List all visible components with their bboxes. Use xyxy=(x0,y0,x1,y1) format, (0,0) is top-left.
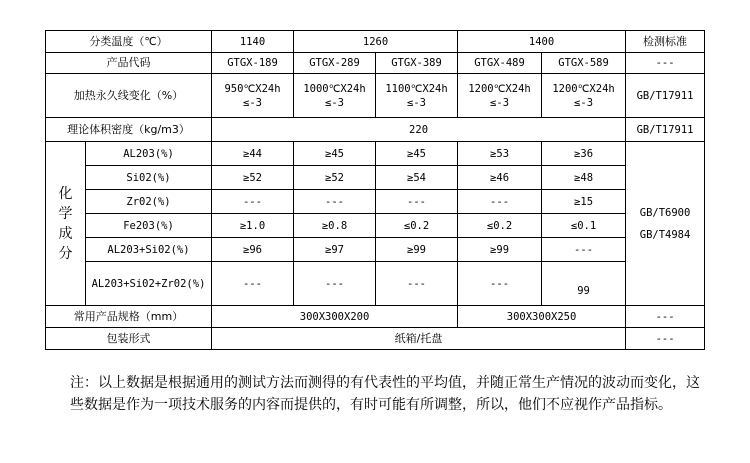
header-group-1400: 1400 xyxy=(458,31,626,53)
chem-cell: ≤0.2 xyxy=(376,214,458,238)
product-code-cell: GTGX-389 xyxy=(376,53,458,74)
shrinkage-condition: 1100℃X24h xyxy=(385,82,448,95)
chem-cell: --- xyxy=(294,262,376,306)
chem-row xyxy=(46,262,705,306)
chem-cell: --- xyxy=(458,190,542,214)
shrinkage-standard: GB/T17911 xyxy=(626,74,705,118)
chem-cell: ≥48 xyxy=(542,166,626,190)
chem-cell: ≥52 xyxy=(294,166,376,190)
density-row xyxy=(46,118,705,142)
shrinkage-row xyxy=(46,74,705,118)
shrinkage-condition: 1200℃X24h xyxy=(468,82,531,95)
chemistry-standard: GB/T4984 xyxy=(639,228,691,241)
header-group-1140: 1140 xyxy=(212,31,294,53)
chem-cell: ≥54 xyxy=(376,166,458,190)
chemistry-group-label xyxy=(46,142,86,306)
product-code-cell: GTGX-289 xyxy=(294,53,376,74)
chem-cell: ≥45 xyxy=(294,142,376,166)
chemistry-group-char: 成 xyxy=(58,225,73,242)
product-code-cell: GTGX-189 xyxy=(212,53,294,74)
density-standard: GB/T17911 xyxy=(626,118,705,142)
density-label: 理论体积密度（kg/m3） xyxy=(46,118,212,142)
chem-cell: --- xyxy=(376,190,458,214)
chem-cell: ≥44 xyxy=(212,142,294,166)
size-standard: --- xyxy=(626,306,705,328)
chem-cell: ≥53 xyxy=(458,142,542,166)
header-group-1260: 1260 xyxy=(294,31,458,53)
shrinkage-cell xyxy=(294,74,376,118)
shrinkage-cell xyxy=(542,74,626,118)
chem-row xyxy=(46,166,705,190)
chem-cell: --- xyxy=(458,262,542,306)
chem-cell: --- xyxy=(294,190,376,214)
size-value: 300X300X200 xyxy=(212,306,458,328)
chemistry-group-char: 学 xyxy=(58,205,73,222)
product-code-cell: GTGX-589 xyxy=(542,53,626,74)
spec-table xyxy=(45,30,705,350)
shrinkage-condition: 1200℃X24h xyxy=(552,82,615,95)
chem-row-label: AL203+Si02(%) xyxy=(86,238,212,262)
density-value: 220 xyxy=(212,118,626,142)
shrinkage-condition: 1000℃X24h xyxy=(303,82,366,95)
chem-cell: --- xyxy=(212,190,294,214)
packaging-label: 包装形式 xyxy=(46,328,212,350)
size-row xyxy=(46,306,705,328)
chem-cell: ≥97 xyxy=(294,238,376,262)
packaging-value: 纸箱/托盘 xyxy=(212,328,626,350)
chem-row-label: Zr02(%) xyxy=(86,190,212,214)
chem-cell: --- xyxy=(542,238,626,262)
chem-cell: ≥96 xyxy=(212,238,294,262)
product-code-cell: GTGX-489 xyxy=(458,53,542,74)
chem-cell: ≥99 xyxy=(458,238,542,262)
chemistry-group-char: 化 xyxy=(58,185,73,202)
header-row xyxy=(46,31,705,53)
chem-cell: ≥52 xyxy=(212,166,294,190)
footnote: 注：以上数据是根据通用的测试方法而测得的有代表性的平均值，并随正常生产情况的波动而变化，这些数据是作为一项技术服务的内容而提供的，有时可能有所调整，所以，他们不应视作产品指标。 xyxy=(70,375,700,413)
shrinkage-cell xyxy=(458,74,542,118)
size-value: 300X300X250 xyxy=(458,306,626,328)
chem-row xyxy=(46,190,705,214)
shrinkage-condition: 950℃X24h xyxy=(224,82,281,95)
shrinkage-value: ≤-3 xyxy=(243,96,262,109)
chem-row xyxy=(46,142,705,166)
shrinkage-label: 加热永久线变化（%） xyxy=(46,74,212,118)
chem-cell: ≥99 xyxy=(376,238,458,262)
shrinkage-cell xyxy=(376,74,458,118)
chem-row xyxy=(46,214,705,238)
product-code-row xyxy=(46,53,705,74)
chemistry-group-char: 分 xyxy=(58,245,73,262)
shrinkage-value: ≤-3 xyxy=(574,96,594,109)
chem-cell: ≥36 xyxy=(542,142,626,166)
product-code-label: 产品代码 xyxy=(46,53,212,74)
chem-row xyxy=(46,238,705,262)
chem-cell: --- xyxy=(376,262,458,306)
chem-row-label: Si02(%) xyxy=(86,166,212,190)
chem-cell: ≥1.0 xyxy=(212,214,294,238)
shrinkage-cell xyxy=(212,74,294,118)
chemistry-standard: GB/T6900 xyxy=(639,206,691,219)
packaging-standard: --- xyxy=(626,328,705,350)
chem-cell: --- xyxy=(212,262,294,306)
chem-cell: ≥0.8 xyxy=(294,214,376,238)
chem-cell: ≤0.2 xyxy=(458,214,542,238)
header-temperature-label: 分类温度（℃） xyxy=(46,31,212,53)
product-code-standard: --- xyxy=(626,53,705,74)
shrinkage-value: ≤-3 xyxy=(490,96,510,109)
size-label: 常用产品规格（mm） xyxy=(46,306,212,328)
chem-cell: ≥46 xyxy=(458,166,542,190)
chem-row-label: Fe203(%) xyxy=(86,214,212,238)
chem-cell: ≤0.1 xyxy=(542,214,626,238)
packaging-row xyxy=(46,328,705,350)
chem-row-label: AL203(%) xyxy=(86,142,212,166)
chem-cell: ≥45 xyxy=(376,142,458,166)
chem-cell: 99 xyxy=(542,262,626,306)
chem-row-label: AL203+Si02+Zr02(%) xyxy=(86,262,212,306)
chem-cell: ≥15 xyxy=(542,190,626,214)
shrinkage-value: ≤-3 xyxy=(325,96,344,109)
chemistry-standards xyxy=(626,142,705,306)
shrinkage-value: ≤-3 xyxy=(407,96,426,109)
header-standard-label: 检测标准 xyxy=(626,31,705,53)
